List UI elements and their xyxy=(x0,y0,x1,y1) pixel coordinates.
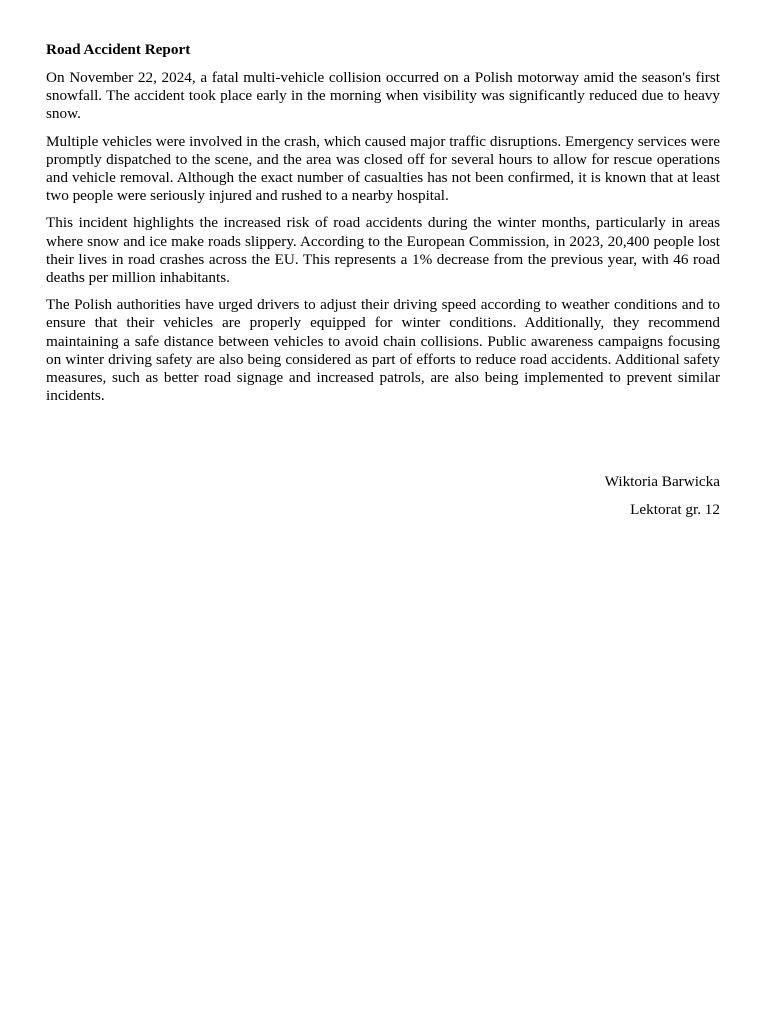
author-name: Wiktoria Barwicka xyxy=(604,473,720,490)
paragraph-2: Multiple vehicles were involved in the crash, which caused major traffic disruptions. Emergency services were promptly dispatched to the scene, and the area was closed off for several hours to allow for rescue operations and vehicle removal. Although the exact number of casualties has not been confirmed, it is known that at least two people were seriously injured and rushed to a nearby hospital. xyxy=(46,132,720,205)
paragraph-3: This incident highlights the increased risk of road accidents during the winter months, particularly in areas where snow and ice make roads slippery. According to the European Commission, in 2023, 20,400 people lost their lives in road crashes across the EU. This represents a 1% decrease from the previous year, with 46 road deaths per million inhabitants. xyxy=(46,214,720,287)
document-body xyxy=(46,40,720,414)
author-group: Lektorat gr. 12 xyxy=(630,501,720,518)
paragraph-4: The Polish authorities have urged drivers to adjust their driving speed according to weather conditions and to ensure that their vehicles are properly equipped for winter conditions. Additionally, they recommend maintaining a safe distance between vehicles to avoid chain collisions. Public awareness campaigns focusing on winter driving safety are also being considered as part of efforts to reduce road accidents. Additional safety measures, such as better road signage and increased patrols, are also being implemented to prevent similar incidents. xyxy=(46,296,720,405)
document-title: Road Accident Report xyxy=(46,41,191,58)
paragraph-1: On November 22, 2024, a fatal multi-vehicle collision occurred on a Polish motorway amid the season's first snowfall. The accident took place early in the morning when visibility was significantly reduced due to heavy snow. xyxy=(46,69,720,123)
signature-block xyxy=(605,472,720,528)
